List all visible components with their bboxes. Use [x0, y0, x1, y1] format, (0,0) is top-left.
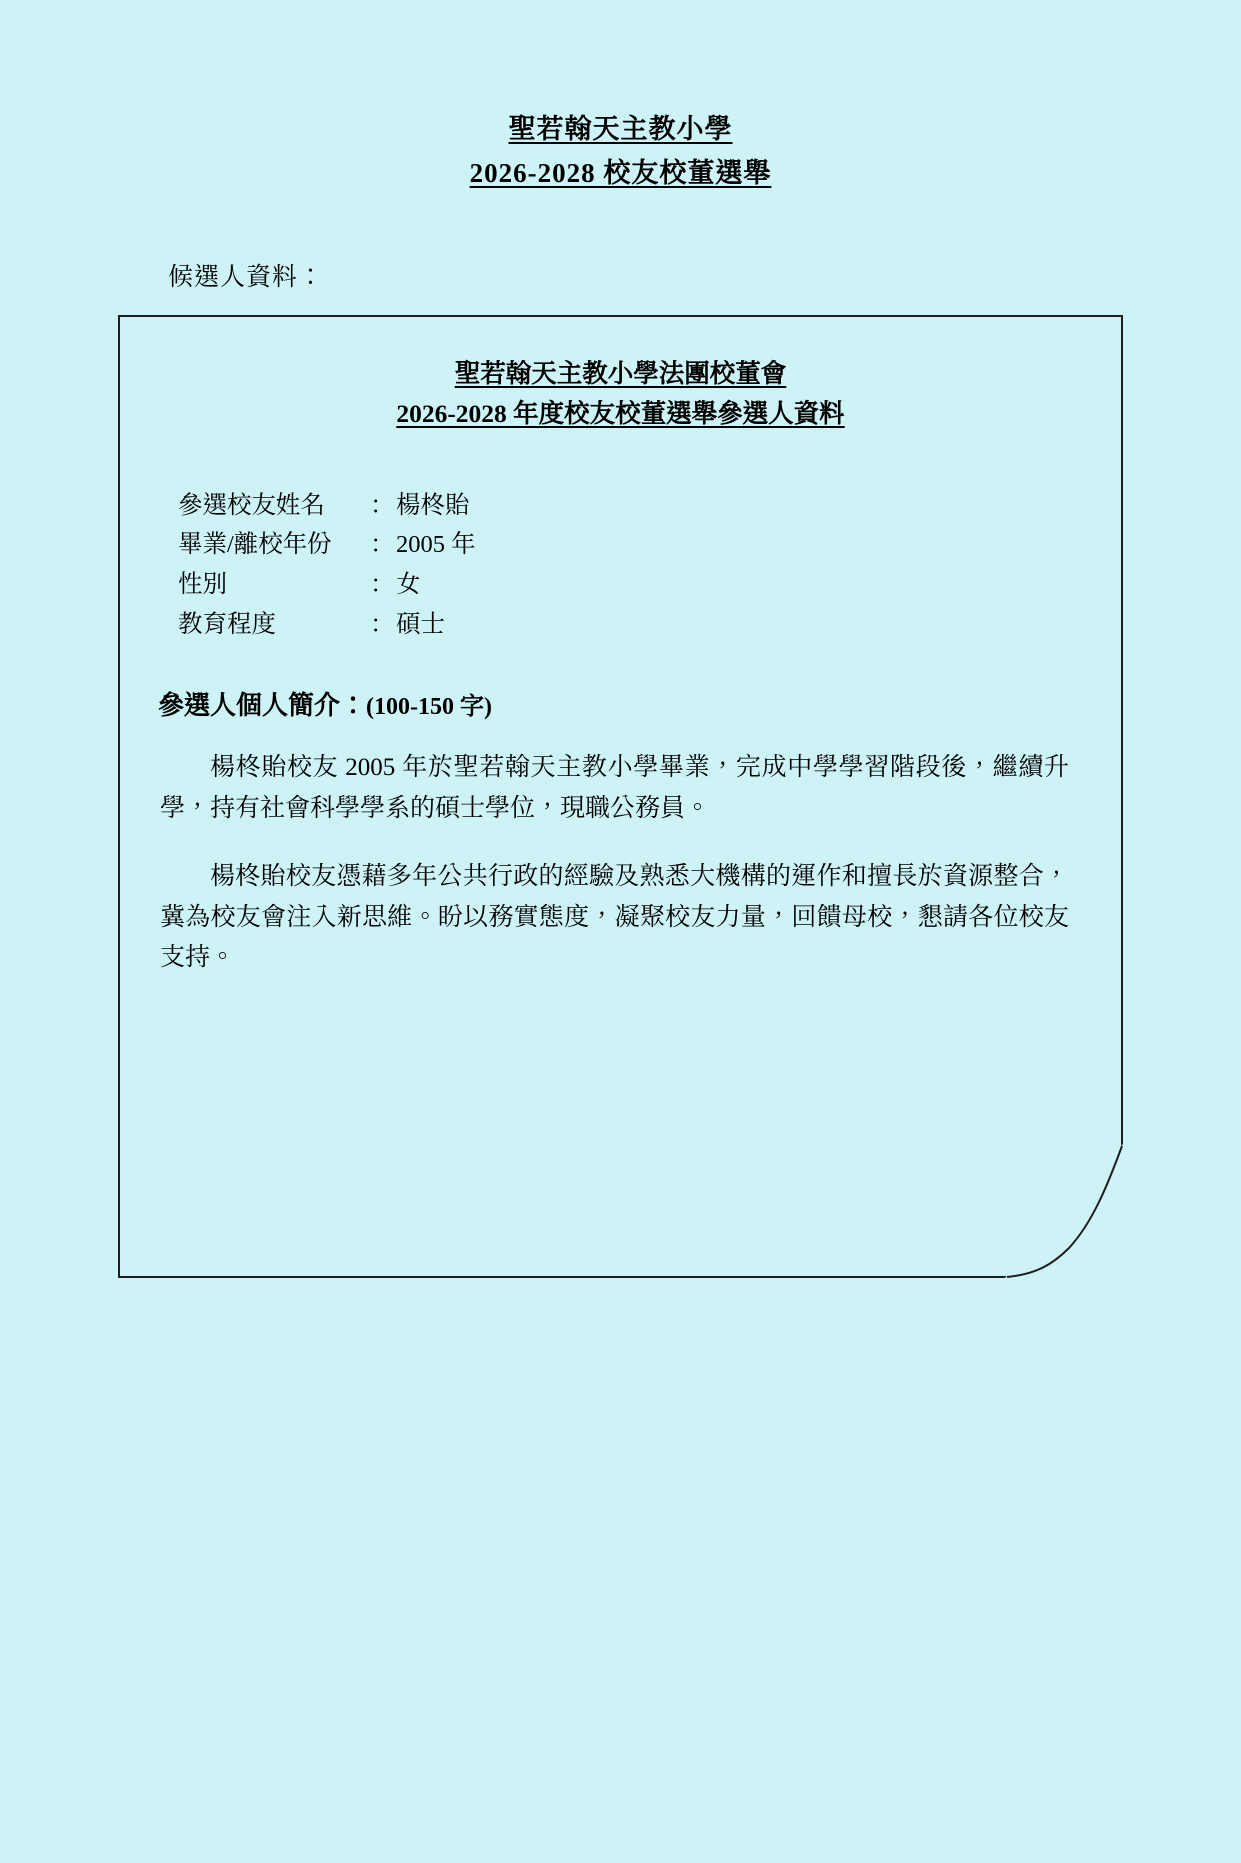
field-colon-education: ： [370, 611, 395, 639]
document-header [0, 108, 1241, 195]
form-title-line2-text: 2026-2028 年度校友校董選舉參選人資料 [396, 398, 845, 428]
field-colon-name: ： [370, 491, 395, 519]
field-value-gender: 女 [396, 571, 421, 599]
field-value-education: 碩士 [396, 611, 445, 639]
form-title-line1 [120, 354, 1121, 394]
field-row-graduation-year [178, 525, 1121, 565]
field-label-graduation-year: 畢業/離校年份 [178, 531, 332, 559]
bio-heading [158, 685, 1121, 722]
field-colon-graduation-year: ： [370, 531, 395, 559]
form-title [120, 354, 1121, 433]
field-row-education [178, 605, 1121, 645]
page-curl-icon [1005, 1144, 1123, 1278]
field-value-graduation-year: 2005 年 [396, 531, 476, 559]
bio-heading-text: 參選人個人簡介： [158, 691, 367, 721]
election-title-line [0, 152, 1241, 196]
candidate-info-label: 候選人資料： [168, 264, 325, 292]
field-value-name: 楊柊貽 [396, 491, 470, 519]
field-row-gender [178, 565, 1121, 605]
document-page [0, 108, 1241, 1863]
school-name-line [0, 108, 1241, 152]
form-title-line1-text: 聖若翰天主教小學法團校董會 [454, 359, 787, 389]
field-label-gender: 性別 [178, 571, 227, 599]
form-title-line2 [120, 394, 1121, 434]
field-row-name [178, 486, 1121, 526]
bio-word-count: (100-150 字) [366, 694, 492, 721]
field-label-name: 參選校友姓名 [178, 491, 325, 519]
candidate-form-box [118, 315, 1123, 1278]
field-label-education: 教育程度 [178, 611, 276, 639]
candidate-fields [178, 486, 1121, 646]
bio-body [160, 748, 1069, 979]
bio-paragraph-1: 楊柊貽校友 2005 年於聖若翰天主教小學畢業，完成中學學習階段後，繼續升學，持有社會科學學系的碩士學位，現職公務員。 [160, 754, 1069, 822]
election-title-text: 2026-2028 校友校董選舉 [469, 157, 772, 188]
bio-paragraph-2: 楊柊貽校友憑藉多年公共行政的經驗及熟悉大機構的運作和擅長於資源整合，冀為校友會注入新思維。盼以務實態度，凝聚校友力量，回饋母校，懇請各位校友支持。 [160, 863, 1069, 972]
field-colon-gender: ： [370, 571, 395, 599]
school-name-text: 聖若翰天主教小學 [508, 114, 733, 144]
